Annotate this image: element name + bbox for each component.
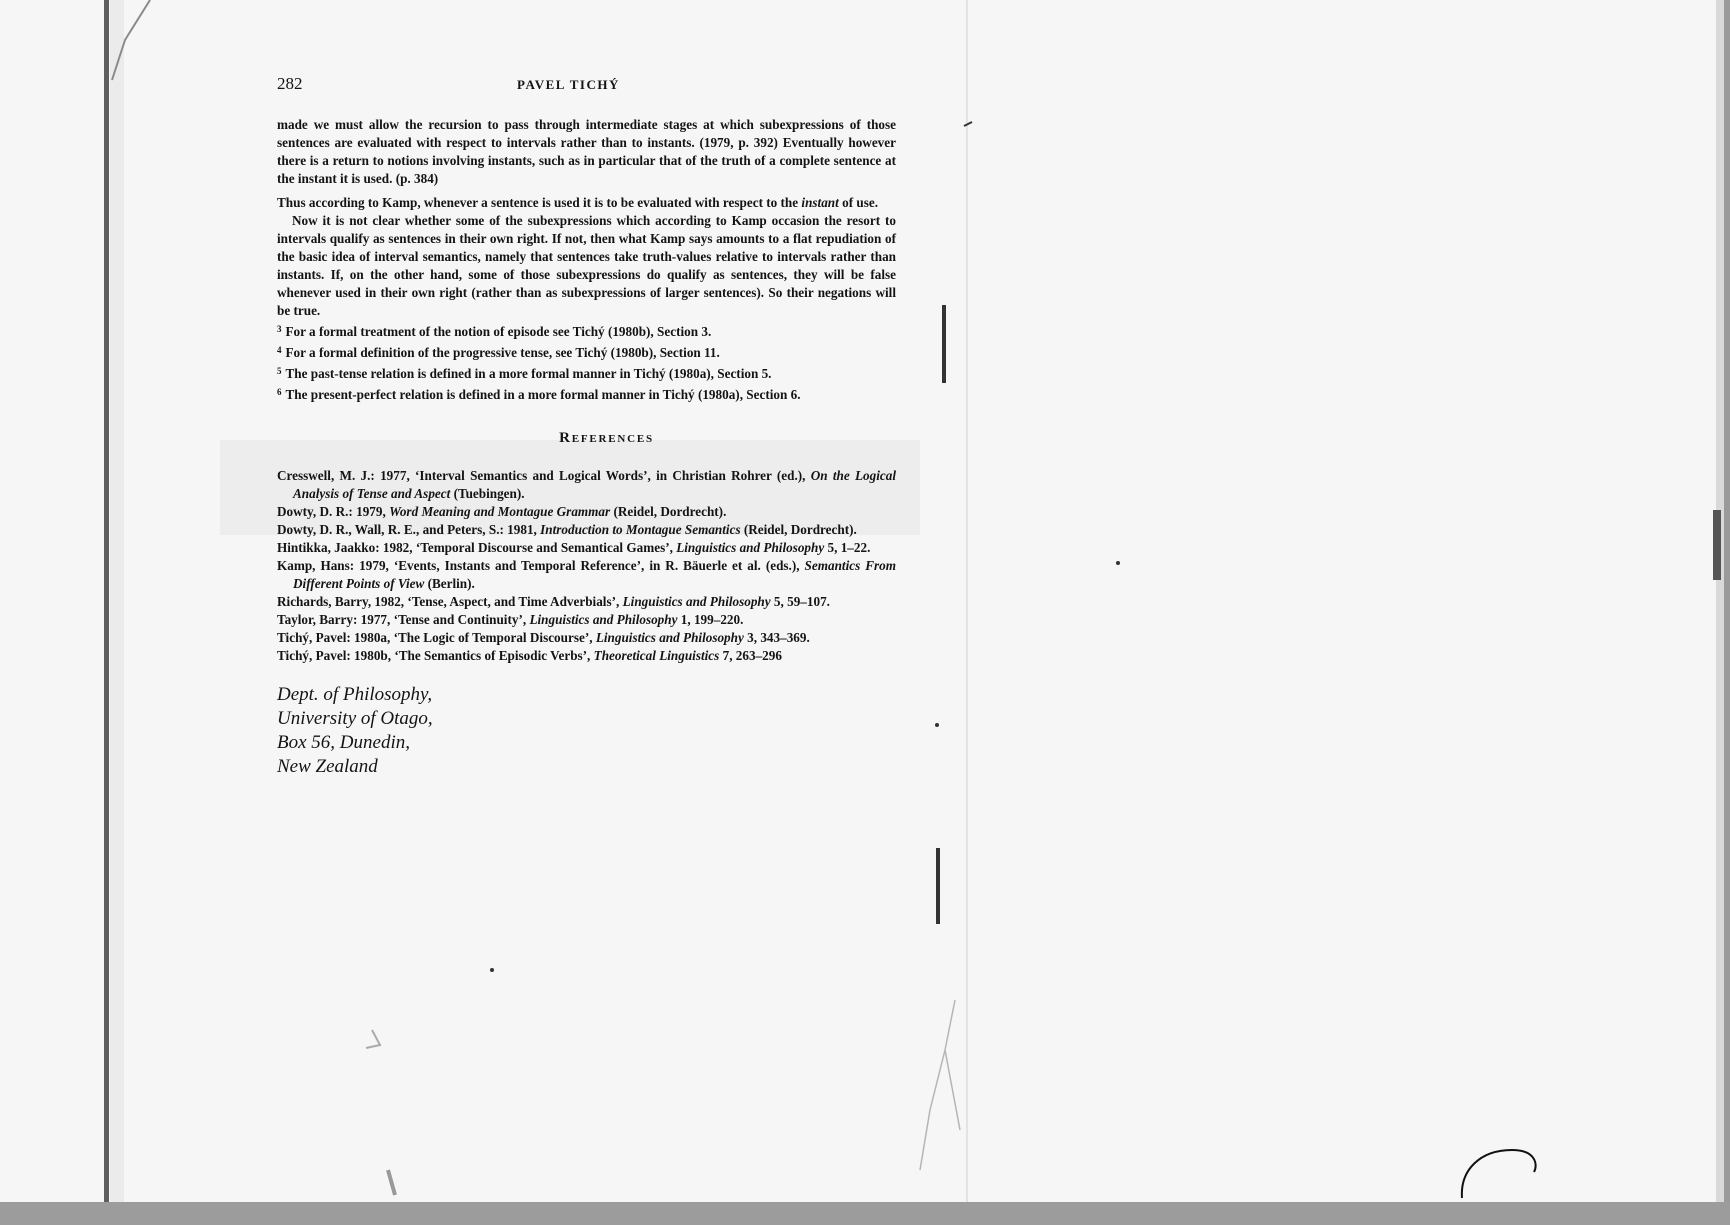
- scanner-bed-strip: [0, 1202, 1730, 1225]
- footnote-text: The present-perfect relation is defined in a more formal manner in Tichý (1980a), Section 6.: [285, 387, 801, 402]
- footnote-mark: 4: [277, 345, 282, 355]
- footnote: [277, 383, 896, 404]
- reference-entry: Cresswell, M. J.: 1977, ‘Interval Semantics and Logical Words’, in Christian Rohrer (ed.), On the Logical Analysis of Tense and Aspect (Tuebingen).: [277, 468, 896, 501]
- author-affiliation: [277, 683, 896, 779]
- page-number: 282: [277, 74, 303, 93]
- affiliation-line: Box 56, Dunedin,: [277, 732, 410, 753]
- reference-entry: Tichý, Pavel: 1980b, ‘The Semantics of Episodic Verbs’, Theoretical Linguistics 7, 263–296: [277, 648, 782, 663]
- footnote: [277, 341, 896, 362]
- footnotes: [277, 320, 896, 404]
- running-head: PAVEL TICHÝ: [517, 77, 620, 92]
- footnote: [277, 320, 896, 341]
- references-heading: References: [559, 430, 654, 446]
- footnote-mark: 3: [277, 324, 282, 334]
- page-header: [277, 74, 896, 100]
- reference-entry: Dowty, D. R.: 1979, Word Meaning and Montague Grammar (Reidel, Dordrecht).: [277, 504, 727, 519]
- reference-entry: Richards, Barry, 1982, ‘Tense, Aspect, and Time Adverbials’, Linguistics and Philosophy 5, 59–107.: [277, 594, 830, 609]
- reference-entry: Kamp, Hans: 1979, ‘Events, Instants and Temporal Reference’, in R. Bäuerle et al. (eds.), Semantics From Different Points of View (Berlin).: [277, 558, 896, 591]
- reference-entry: Taylor, Barry: 1977, ‘Tense and Continuity’, Linguistics and Philosophy 1, 199–220.: [277, 612, 744, 627]
- footnote-text: For a formal definition of the progressive tense, see Tichý (1980b), Section 11.: [285, 345, 720, 360]
- reference-entry: Tichý, Pavel: 1980a, ‘The Logic of Temporal Discourse’, Linguistics and Philosophy 3, 343–369.: [277, 630, 810, 645]
- footnote-text: For a formal treatment of the notion of episode see Tichý (1980b), Section 3.: [285, 324, 712, 339]
- body-paragraph: Thus according to Kamp, whenever a sentence is used it is to be evaluated with respect to the instant of use.: [277, 195, 879, 210]
- footnote-text: The past-tense relation is defined in a more formal manner in Tichý (1980a), Section 5.: [285, 366, 772, 381]
- affiliation-line: University of Otago,: [277, 708, 433, 729]
- footnote-mark: 6: [277, 387, 282, 397]
- affiliation-line: New Zealand: [277, 756, 378, 777]
- footnote-mark: 5: [277, 366, 282, 376]
- footnote: [277, 362, 896, 383]
- reference-entry: Hintikka, Jaakko: 1982, ‘Temporal Discourse and Semantical Games’, Linguistics and Philosophy 5, 1–22.: [277, 540, 871, 555]
- body-paragraph: Now it is not clear whether some of the subexpressions which according to Kamp occasion the resort to intervals qualify as sentences in their own right. If not, then what Kamp says amounts to a flat repudiation of the basic idea of interval semantics, namely that sentences take truth-values relative to intervals rather than instants. If, on the other hand, some of those subexpressions do qualify as sentences, they will be false whenever used in their own right (rather than as subexpressions of larger sentences). So their negations will be true.: [277, 213, 896, 318]
- reference-entry: Dowty, D. R., Wall, R. E., and Peters, S.: 1981, Introduction to Montague Semantics (Reidel, Dordrecht).: [277, 522, 857, 537]
- emphasis: instant: [801, 195, 839, 210]
- references-list: [277, 467, 896, 665]
- affiliation-line: Dept. of Philosophy,: [277, 684, 433, 705]
- block-quote: made we must allow the recursion to pass through intermediate stages at which subexpressions of those sentences are evaluated with respect to intervals rather than to instants. (1979, p. 392) Eventually however there is a return to notions involving instants, such as in particular that of the truth of a complete sentence at the instant it is used. (p. 384): [277, 117, 896, 186]
- page-content: [277, 74, 896, 779]
